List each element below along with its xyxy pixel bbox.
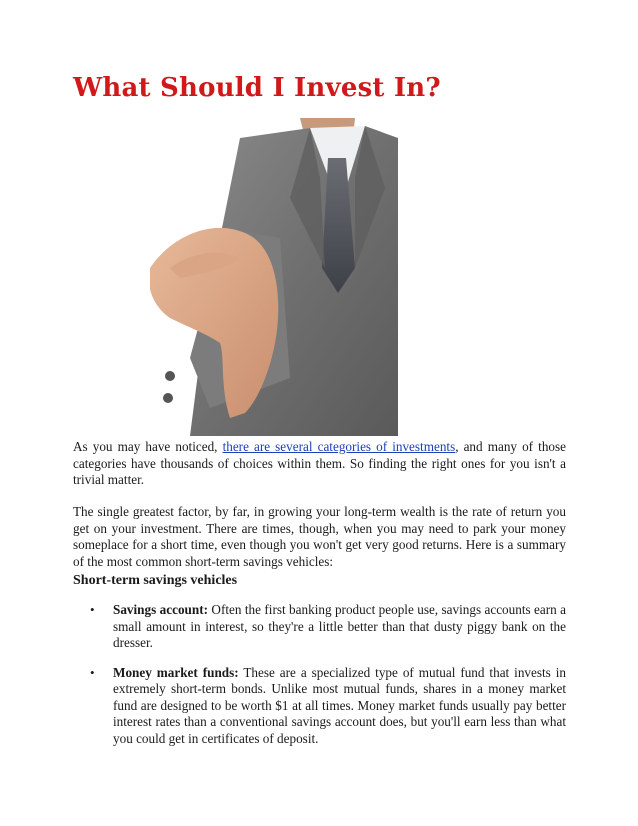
intro-paragraph: [73, 439, 566, 489]
bullet-term: Savings account:: [113, 602, 209, 617]
intro-text-before: As you may have noticed,: [73, 439, 223, 454]
list-item-money-market-funds: [73, 665, 566, 748]
bullet-text: Often the first banking product people use, savings accounts earn a small amount in interest, so they're a little better than that dusty piggy bank on the dresser.: [113, 602, 567, 650]
bullet-text: These are a specialized type of mutual fund that invests in extremely short-term bonds. Unlike most mutual funds, shares in a money market fund are designed to be worth $1 at all times. Money market funds usually pay better interest rates than a conventional savings account does, but you'll earn less than what you could get in certificates of deposit.: [113, 664, 566, 746]
bullet-term: Money market funds:: [113, 664, 239, 680]
list-item-savings-account: [73, 602, 566, 652]
bullet-icon: •: [90, 664, 95, 680]
section-heading: Short-term savings vehicles: [73, 573, 238, 588]
bullet-icon: •: [90, 602, 95, 617]
savings-vehicles-list: [73, 602, 566, 760]
intro-text-after: , and many of those categories have thousands of choices within them. So finding the right ones for you isn't a trivial matter.: [73, 439, 566, 487]
businessman-handshake-image: [150, 118, 398, 436]
investment-categories-link[interactable]: there are several categories of investments: [222, 439, 456, 454]
page-title: What Should I Invest In?: [73, 73, 441, 103]
growth-paragraph: The single greatest factor, by far, in growing your long-term wealth is the rate of return you get on your investment. There are times, though, when you may need to park your money someplace for a short time, even though you won't get very good returns. Here is a summary of the most common short-term savings vehicles:: [73, 504, 566, 569]
